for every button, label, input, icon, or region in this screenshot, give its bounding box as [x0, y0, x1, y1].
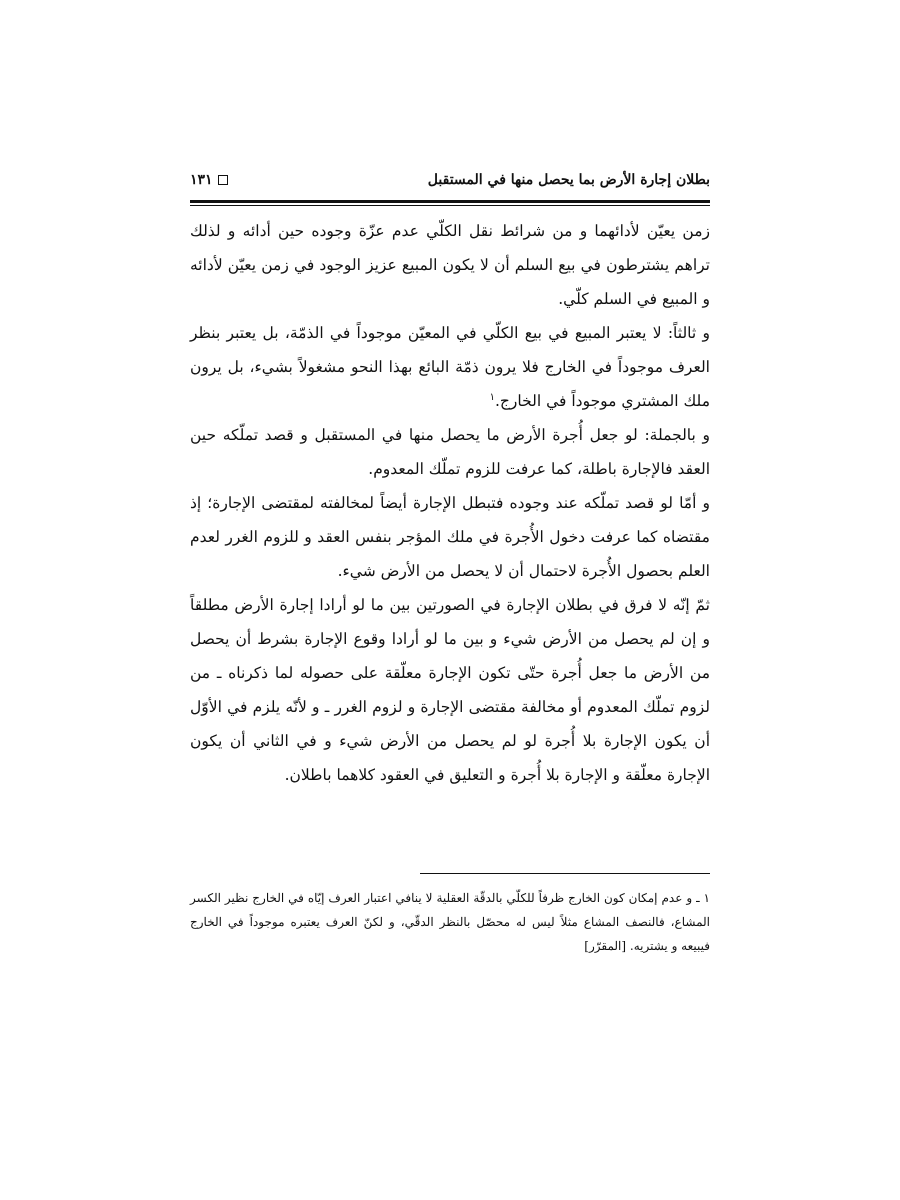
page-header — [190, 170, 710, 198]
main-text — [190, 214, 710, 792]
paragraph-4: و أمّا لو قصد تملّكه عند وجوده فتبطل الإجارة أيضاً لمخالفته لمقتضى الإجارة؛ إذ مقتضاه كما عرفت دخول الأُجرة في ملك المؤجر بنفس العقد و للزوم الغرر لعدم العلم بحصول الأُجرة لاحتمال أن لا يحصل من الأرض شيء. — [190, 494, 710, 580]
running-title: بطلان إجارة الأرض بما يحصل منها في المستقبل — [427, 172, 710, 188]
footnote — [190, 886, 710, 958]
header-rule — [190, 200, 710, 206]
paragraph-1: زمن يعيّن لأدائهما و من شرائط نقل الكلّي عدم عزّة وجوده حين أدائه و لذلك تراهم يشترطون في بيع السلم أن لا يكون المبيع عزيز الوجود في زمن يعيّن لأدائه و المبيع في السلم كلّي. — [190, 222, 710, 308]
paragraph-5: ثمّ إنّه لا فرق في بطلان الإجارة في الصورتين بين ما لو أرادا إجارة الأرض مطلقاً و إن لم يحصل من الأرض شيء و بين ما لو أرادا وقوع الإجارة بشرط أن يحصل من الأرض ما جعل أُجرة حتّى تكون الإجارة معلّقة على حصوله لما ذكرناه ـ من لزوم تملّك المعدوم أو مخالفة مقتضى الإجارة و لزوم الغرر ـ و لأنّه يلزم في الأوّل أن يكون الإجارة بلا أُجرة لو لم يحصل من الأرض شيء و في الثاني أن يكون الإجارة معلّقة و الإجارة بلا أُجرة و التعليق في العقود كلاهما باطلان. — [190, 596, 710, 784]
page-number-block — [190, 172, 228, 188]
page-number: ١٣١ — [190, 172, 213, 188]
paragraph-2-text: و ثالثاً: لا يعتبر المبيع في بيع الكلّي في المعيّن موجوداً في الذمّة، بل يعتبر بنظر العرف موجوداً في الخارج فلا يرون ذمّة البائع بهذا النحو مشغولاً بشيء، بل يرون ملك المشتري موجوداً في الخارج. — [190, 324, 710, 410]
paragraph-3: و بالجملة: لو جعل أُجرة الأرض ما يحصل منها في المستقبل و قصد تملّكه حين العقد فالإجارة باطلة، كما عرفت للزوم تملّك المعدوم. — [190, 426, 710, 478]
square-icon — [218, 175, 228, 185]
footnote-reference[interactable]: ١ — [489, 391, 495, 403]
footnote-text: ١ ـ و عدم إمكان كون الخارج ظرفاً للكلّي بالدقّة العقلية لا ينافي اعتبار العرف إيّاه في الخارج نظير الكسر المشاع، فالنصف المشاع مثلاً ليس له محصّل بالنظر الدقّي، و لكنّ العرف يعتبره موجوداً في الخارج فيبيعه و يشتريه. [المقرّر] — [190, 891, 710, 953]
paragraph-2 — [190, 316, 710, 418]
footnote-separator — [420, 873, 710, 874]
page — [190, 170, 710, 953]
